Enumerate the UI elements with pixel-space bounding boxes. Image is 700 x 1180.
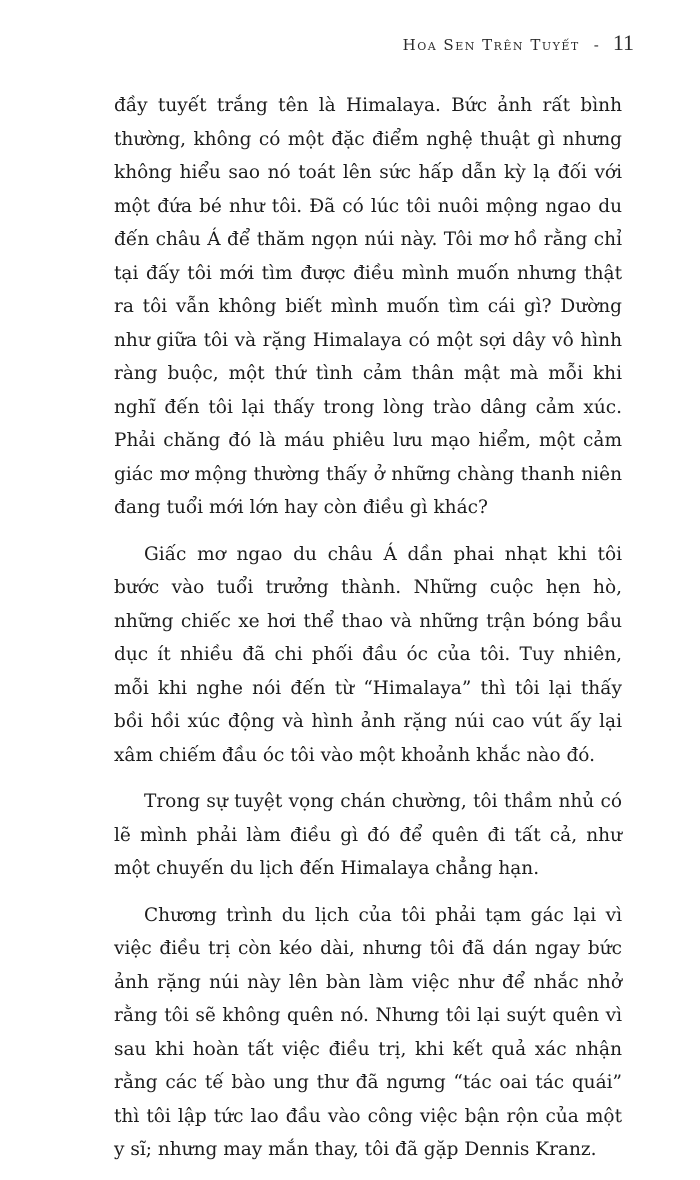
body-text — [114, 89, 622, 1180]
running-header — [403, 30, 634, 56]
paragraph-1: đầy tuyết trắng tên là Himalaya. Bức ảnh rất bình thường, không có một đặc điểm nghệ thuật gì nhưng không hiểu sao nó toát lên sức hấp dẫn kỳ lạ đối với một đứa bé như tôi. Đã có lúc tôi nuôi mộng ngao du đến châu Á để thăm ngọn núi này. Tôi mơ hồ rằng chỉ tại đấy tôi mới tìm được điều mình muốn nhưng thật ra tôi vẫn không biết mình muốn tìm cái gì? Dường như giữa tôi và rặng Himalaya có một sợi dây vô hình ràng buộc, một thứ tình cảm thân mật mà mỗi khi nghĩ đến tôi lại thấy trong lòng trào dâng cảm xúc. Phải chăng đó là máu phiêu lưu mạo hiểm, một cảm giác mơ mộng thường thấy ở những chàng thanh niên đang tuổi mới lớn hay còn điều gì khác? — [114, 95, 622, 518]
book-title: Hoa Sen Trên Tuyết — [402, 36, 580, 54]
paragraph-4: Chương trình du lịch của tôi phải tạm gác lại vì việc điều trị còn kéo dài, nhưng tôi đã dán ngay bức ảnh rặng núi này lên bàn làm việc như để nhắc nhở rằng tôi sẽ không quên nó. Nhưng tôi lại suýt quên vì sau khi hoàn tất việc điều trị, khi kết quả xác nhận rằng các tế bào ung thư đã ngưng “tác oai tác quái” thì tôi lập tức lao đầu vào công việc bận rộn của một y sĩ; nhưng may mắn thay, tôi đã gặp Dennis Kranz. — [114, 904, 622, 1160]
header-separator: - — [593, 36, 599, 54]
paragraph-2: Giấc mơ ngao du châu Á dần phai nhạt khi tôi bước vào tuổi trưởng thành. Những cuộc hẹn hò, những chiếc xe hơi thể thao và những trận bóng bầu dục ít nhiều đã chi phối đầu óc của tôi. Tuy nhiên, mỗi khi nghe nói đến từ “Himalaya” thì tôi lại thấy bồi hồi xúc động và hình ảnh rặng núi cao vút ấy lại xâm chiếm đầu óc tôi vào một khoảnh khắc nào đó. — [114, 543, 622, 766]
paragraph-3: Trong sự tuyệt vọng chán chường, tôi thầm nhủ có lẽ mình phải làm điều gì đó để quên đi tất cả, như một chuyến du lịch đến Himalaya chẳng hạn. — [114, 791, 622, 879]
page-number: 11 — [612, 30, 634, 55]
